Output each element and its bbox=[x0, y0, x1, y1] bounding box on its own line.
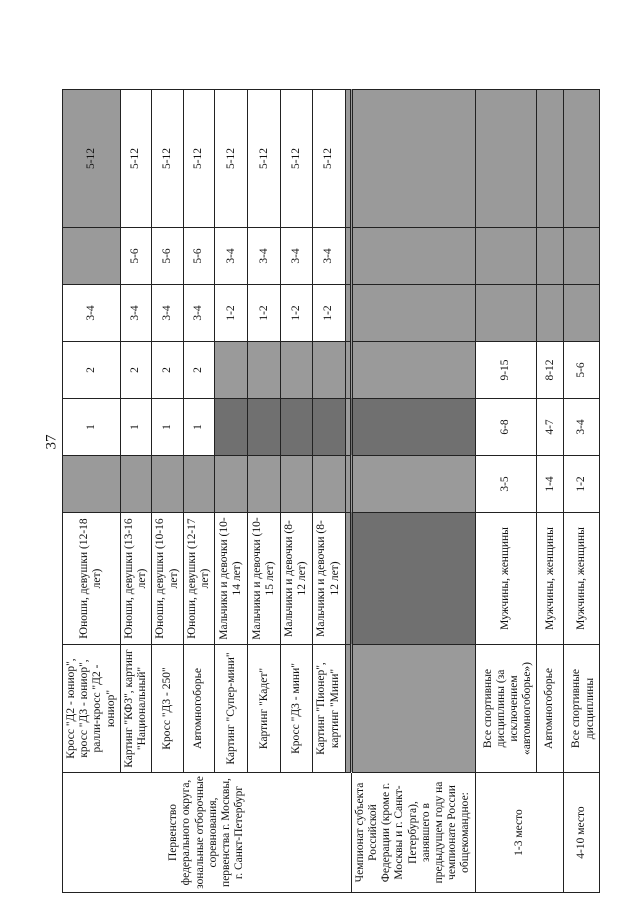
value-cell bbox=[312, 342, 345, 399]
value-cell: 3-4 bbox=[248, 228, 281, 285]
value-cell: 1-2 bbox=[312, 285, 345, 342]
discipline-cell: Автомногоборье bbox=[183, 645, 214, 773]
value-cell bbox=[215, 342, 248, 399]
group-cell: Юноши, девушки (10-16 лет) bbox=[152, 513, 183, 645]
group-cell: Мальчики и девочки (10-15 лет) bbox=[248, 513, 281, 645]
filler-cell bbox=[351, 342, 475, 399]
value-cell bbox=[248, 342, 281, 399]
value-cell: 3-4 bbox=[564, 399, 599, 456]
discipline-cell: Картинг "Кадет" bbox=[248, 645, 281, 773]
value-cell: 3-4 bbox=[215, 228, 248, 285]
filler-cell bbox=[351, 456, 475, 513]
filler-cell bbox=[351, 90, 475, 228]
value-cell: 2 bbox=[183, 342, 214, 399]
value-cell bbox=[120, 456, 151, 513]
value-cell bbox=[537, 90, 564, 228]
value-cell bbox=[183, 456, 214, 513]
competition-label: 4-10 место bbox=[564, 773, 599, 893]
value-cell: 5-6 bbox=[152, 228, 183, 285]
filler-cell bbox=[351, 645, 475, 773]
value-cell: 3-4 bbox=[183, 285, 214, 342]
value-cell: 5-12 bbox=[281, 90, 312, 228]
value-cell bbox=[248, 399, 281, 456]
table-row bbox=[281, 90, 312, 893]
value-cell: 3-4 bbox=[63, 285, 121, 342]
value-cell: 9-15 bbox=[475, 342, 537, 399]
group-cell: Мужчины, женщины bbox=[475, 513, 537, 645]
table-row bbox=[564, 90, 599, 893]
value-cell: 1 bbox=[63, 399, 121, 456]
value-cell: 2 bbox=[152, 342, 183, 399]
value-cell bbox=[281, 342, 312, 399]
filler-cell bbox=[351, 513, 475, 645]
page-number: 37 bbox=[43, 434, 60, 450]
value-cell bbox=[215, 399, 248, 456]
value-cell: 1-4 bbox=[537, 456, 564, 513]
discipline-cell: Кросс "Д3 - 250" bbox=[152, 645, 183, 773]
group-cell: Мальчики и девочки (8-12 лет) bbox=[281, 513, 312, 645]
group-cell: Мужчины, женщины bbox=[564, 513, 599, 645]
value-cell bbox=[475, 285, 537, 342]
value-cell: 5-12 bbox=[152, 90, 183, 228]
group-cell: Юноши, девушки (12-18 лет) bbox=[63, 513, 121, 645]
discipline-cell: Картинг "Пионер", картинг "Мини" bbox=[312, 645, 345, 773]
filler-cell bbox=[351, 285, 475, 342]
value-cell: 5-6 bbox=[564, 342, 599, 399]
value-cell bbox=[152, 456, 183, 513]
value-cell: 5-12 bbox=[63, 90, 121, 228]
filler-cell bbox=[351, 399, 475, 456]
value-cell bbox=[312, 456, 345, 513]
value-cell: 1-2 bbox=[564, 456, 599, 513]
group-cell: Юноши, девушки (12-17 лет) bbox=[183, 513, 214, 645]
table-row bbox=[120, 90, 151, 893]
value-cell bbox=[248, 456, 281, 513]
value-cell: 1-2 bbox=[281, 285, 312, 342]
value-cell bbox=[564, 90, 599, 228]
value-cell bbox=[475, 228, 537, 285]
value-cell: 1 bbox=[183, 399, 214, 456]
table-row bbox=[475, 90, 537, 893]
value-cell: 5-6 bbox=[120, 228, 151, 285]
value-cell bbox=[312, 399, 345, 456]
value-cell: 3-4 bbox=[152, 285, 183, 342]
value-cell bbox=[63, 228, 121, 285]
discipline-cell: Все спортивные дисциплины (за исключением «автомногоборье») bbox=[475, 645, 537, 773]
value-cell: 6-8 bbox=[475, 399, 537, 456]
value-cell: 1 bbox=[120, 399, 151, 456]
value-cell: 5-6 bbox=[183, 228, 214, 285]
discipline-cell: Все спортивные дисциплины bbox=[564, 645, 599, 773]
value-cell bbox=[564, 228, 599, 285]
discipline-cell: Картинг "Супер-мини" bbox=[215, 645, 248, 773]
competition-label: Чемпионат субъекта Российской Федерации (кроме г. Москвы и г. Санкт-Петербурга), занявшего в предыдущем году на чемпионате России общекомандное: bbox=[351, 773, 475, 893]
table-row bbox=[248, 90, 281, 893]
value-cell: 3-5 bbox=[475, 456, 537, 513]
value-cell: 1 bbox=[152, 399, 183, 456]
filler-cell bbox=[351, 228, 475, 285]
table-row bbox=[351, 90, 475, 893]
value-cell: 8-12 bbox=[537, 342, 564, 399]
value-cell bbox=[475, 90, 537, 228]
value-cell bbox=[63, 456, 121, 513]
value-cell: 4-7 bbox=[537, 399, 564, 456]
value-cell: 1-2 bbox=[215, 285, 248, 342]
value-cell bbox=[564, 285, 599, 342]
value-cell: 3-4 bbox=[120, 285, 151, 342]
rank-requirements-table bbox=[62, 89, 600, 893]
value-cell: 1-2 bbox=[248, 285, 281, 342]
group-cell: Мальчики и девочки (8-12 лет) bbox=[312, 513, 345, 645]
value-cell: 5-12 bbox=[183, 90, 214, 228]
table-row bbox=[312, 90, 345, 893]
table-row bbox=[183, 90, 214, 893]
value-cell bbox=[281, 456, 312, 513]
table-row bbox=[215, 90, 248, 893]
value-cell: 5-12 bbox=[120, 90, 151, 228]
value-cell: 5-12 bbox=[248, 90, 281, 228]
discipline-cell: Кросс "Д2 - юниор", кросс "Д3 - юниор", ралли-кросс "Д2 - юниор" bbox=[63, 645, 121, 773]
table-row bbox=[537, 90, 564, 893]
value-cell bbox=[537, 228, 564, 285]
value-cell: 3-4 bbox=[281, 228, 312, 285]
competition-label: 1-3 место bbox=[475, 773, 564, 893]
value-cell: 3-4 bbox=[312, 228, 345, 285]
value-cell: 5-12 bbox=[312, 90, 345, 228]
value-cell: 5-12 bbox=[215, 90, 248, 228]
group-cell: Юноши, девушки (13-16 лет) bbox=[120, 513, 151, 645]
group-cell: Мальчики и девочки (10-14 лет) bbox=[215, 513, 248, 645]
table-row bbox=[152, 90, 183, 893]
table-row bbox=[63, 90, 121, 893]
value-cell bbox=[281, 399, 312, 456]
value-cell: 2 bbox=[120, 342, 151, 399]
rotated-page-area bbox=[62, 90, 596, 893]
value-cell bbox=[537, 285, 564, 342]
competition-label: Первенство федерального округа, зональные отборочные соревнования, первенства г. Москвы, г. Санкт-Петербург bbox=[63, 773, 352, 893]
value-cell: 2 bbox=[63, 342, 121, 399]
discipline-cell: Картинг "КФ3", картинг "Национальный" bbox=[120, 645, 151, 773]
group-cell: Мужчины, женщины bbox=[537, 513, 564, 645]
discipline-cell: Автомногоборье bbox=[537, 645, 564, 773]
discipline-cell: Кросс "Д3 - мини" bbox=[281, 645, 312, 773]
value-cell bbox=[215, 456, 248, 513]
